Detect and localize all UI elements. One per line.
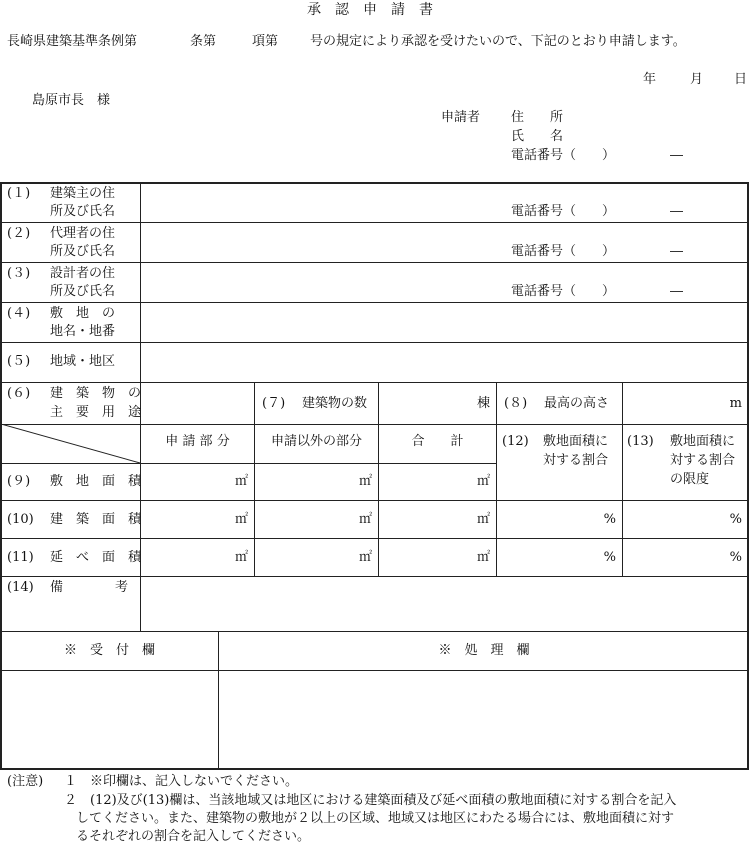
row10-limit-unit: % — [729, 512, 742, 527]
row1-label-line1: 建築主の住 — [50, 186, 116, 201]
row3-number: (３) — [7, 266, 31, 281]
note1-text: ※印欄は、記入しないでください。 — [90, 774, 299, 789]
row9-label: 敷 地 面 積 — [50, 474, 142, 489]
note2-line2: してください。また、建築物の敷地が２以上の区域、地域又は地区にわたる場合には、敷地面積に対す — [76, 811, 675, 826]
row9-number: (９) — [7, 474, 31, 489]
applicant-name-label: 氏 名 — [511, 129, 564, 144]
row5-label: 地域・地区 — [50, 354, 116, 369]
row10-other-unit: ㎡ — [358, 512, 372, 527]
col13-label-line3: の限度 — [670, 472, 710, 487]
remarks-label: 備 考 — [50, 580, 129, 595]
row11-total-unit: ㎡ — [476, 550, 490, 565]
row7-number: (７) — [262, 396, 286, 411]
processing-column-header: ※ 処 理 欄 — [438, 643, 530, 658]
date-month-label: 月 — [690, 72, 704, 87]
col12-label-line2: 対する割合 — [543, 453, 609, 468]
row10-applied-unit: ㎡ — [234, 512, 248, 527]
row10-number: (10) — [7, 512, 34, 527]
applicant-phone-dash: ― — [670, 148, 683, 163]
row7-unit: 棟 — [476, 396, 490, 411]
row8-unit: m — [729, 396, 742, 411]
row11-applied-unit: ㎡ — [234, 550, 248, 565]
row1-phone-dash: ― — [670, 204, 683, 219]
row11-limit-unit: % — [729, 550, 742, 565]
applicant-label: 申請者 — [441, 110, 481, 125]
row-divider — [1, 500, 749, 501]
column-divider — [622, 382, 623, 576]
row2-phone-dash: ― — [670, 244, 683, 259]
row9-other-unit: ㎡ — [358, 474, 372, 489]
row2-phone-label: 電話番号（ ） — [511, 244, 616, 259]
row9-applied-unit: ㎡ — [234, 474, 248, 489]
row9-total-unit: ㎡ — [476, 474, 490, 489]
row8-label: 最高の高さ — [544, 396, 610, 411]
row1-phone-label: 電話番号（ ） — [511, 204, 616, 219]
form-title: 承 認 申 請 書 — [307, 2, 433, 18]
row10-total-unit: ㎡ — [476, 512, 490, 527]
notes-label: (注意) — [7, 774, 44, 789]
row-divider — [1, 576, 749, 577]
row-divider — [1, 631, 749, 632]
header-total: 合 計 — [411, 434, 464, 449]
row-divider — [1, 382, 749, 383]
row2-number: (２) — [7, 226, 31, 241]
intro-text: 号の規定により承認を受けたいので、下記のとおり申請します。 — [310, 34, 686, 49]
date-year-label: 年 — [643, 72, 657, 87]
row2-label-line1: 代理者の住 — [50, 226, 116, 241]
row-divider — [1, 670, 749, 671]
applicant-phone-label: 電話番号（ ） — [511, 148, 616, 163]
row11-other-unit: ㎡ — [358, 550, 372, 565]
row-divider — [1, 302, 749, 303]
intro-article-label: 長崎県建築基準条例第 — [7, 34, 138, 49]
header-other-part: 申請以外の部分 — [270, 434, 362, 449]
row8-number: (８) — [504, 396, 528, 411]
row1-label-line2: 所及び氏名 — [50, 204, 116, 219]
header-diagonal-line — [1, 424, 141, 463]
header-applied-part: 申 請 部 分 — [165, 434, 230, 449]
column-divider — [496, 382, 497, 576]
row10-ratio-unit: % — [603, 512, 616, 527]
note1-number: １ — [64, 774, 78, 789]
row11-ratio-unit: % — [603, 550, 616, 565]
row3-label-line2: 所及び氏名 — [50, 284, 116, 299]
remarks-number: (14) — [7, 580, 34, 595]
row3-phone-label: 電話番号（ ） — [511, 284, 616, 299]
reception-column-header: ※ 受 付 欄 — [63, 643, 155, 658]
row6-number: (６) — [7, 386, 31, 401]
row5-number: (５) — [7, 354, 31, 369]
intro-paragraph-label: 項第 — [252, 34, 279, 49]
note2-line3: るそれぞれの割合を記入してください。 — [76, 829, 311, 844]
column-divider — [254, 382, 255, 576]
column-divider — [378, 382, 379, 576]
row4-label-line2: 地名・地番 — [50, 324, 116, 339]
addressee: 島原市長 様 — [32, 93, 111, 108]
row6-label-line2: 主 要 用 途 — [50, 405, 142, 420]
col12-number: (12) — [502, 434, 529, 449]
row7-label: 建築物の数 — [302, 396, 368, 411]
col13-label-line1: 敷地面積に — [670, 434, 736, 449]
row3-label-line1: 設計者の住 — [50, 266, 116, 281]
row-divider — [1, 222, 749, 223]
row6-label-line1: 建 築 物 の — [50, 386, 142, 401]
col12-label-line1: 敷地面積に — [543, 434, 609, 449]
note2-number: ２ — [64, 793, 78, 808]
row-divider — [1, 538, 749, 539]
date-day-label: 日 — [734, 72, 748, 87]
row11-label: 延 べ 面 積 — [50, 550, 142, 565]
row2-label-line2: 所及び氏名 — [50, 244, 116, 259]
col13-number: (13) — [627, 434, 654, 449]
row4-label-line1: 敷 地 の — [50, 306, 116, 321]
row4-number: (４) — [7, 306, 31, 321]
row-divider — [1, 342, 749, 343]
applicant-address-label: 住 所 — [511, 110, 564, 125]
row3-phone-dash: ― — [670, 284, 683, 299]
col13-label-line2: 対する割合 — [670, 453, 736, 468]
row10-label: 建 築 面 積 — [50, 512, 142, 527]
row11-number: (11) — [7, 550, 34, 565]
row-divider — [1, 262, 749, 263]
note2-line1: (12)及び(13)欄は、当該地域又は地区における建築面積及び延べ面積の敷地面積に対する割合を記入 — [90, 793, 677, 808]
intro-clause-label: 条第 — [190, 34, 217, 49]
row1-number: (１) — [7, 186, 31, 201]
row-divider — [1, 463, 496, 464]
